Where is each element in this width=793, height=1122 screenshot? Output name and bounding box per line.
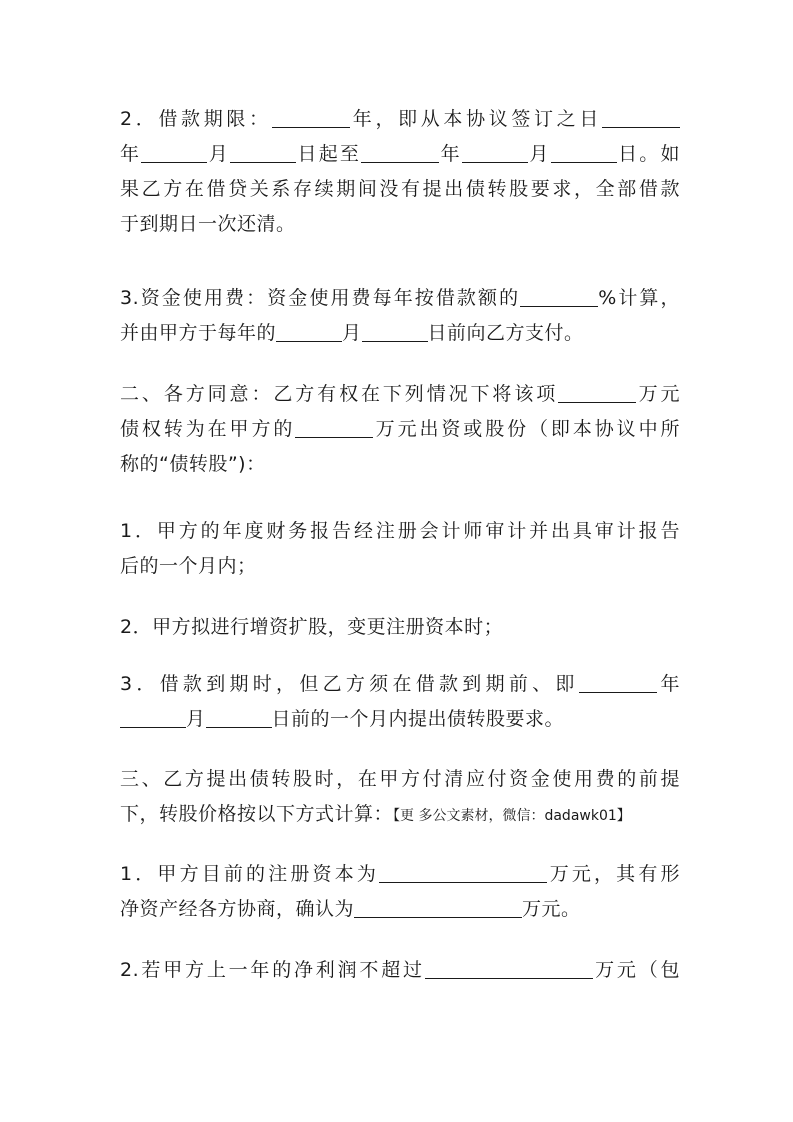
paragraph-condition-3 <box>120 667 680 737</box>
blank-field <box>141 138 207 163</box>
blank-field <box>230 138 296 163</box>
text-line: 2．甲方拟进行增资扩股，变更注册资本时； <box>120 616 504 638</box>
blank-field <box>602 103 680 128</box>
text-line: 果乙方在借贷关系存续期间没有提出债转股要求，全部借款 <box>120 178 680 200</box>
text-line: 称的“债转股”)： <box>120 453 266 475</box>
paragraph-loan-term <box>120 102 680 242</box>
blank-field <box>379 858 547 883</box>
blank-field <box>361 138 439 163</box>
text-line: 并由甲方于每年的 月 日前向乙方支付。 <box>120 316 680 351</box>
text-line: 年 月 日起至 年 月 日。如 <box>120 137 680 172</box>
paragraph-capital <box>120 857 680 927</box>
blank-field <box>206 703 272 728</box>
blank-field <box>276 317 342 342</box>
paragraph-profit <box>120 953 680 988</box>
text-line: 净资产经各方协商，确认为 万元。 <box>120 892 680 927</box>
text-line: 下，转股价格按以下方式计算：【更 多公文素材，微信：dadawk01】 <box>120 803 631 825</box>
paragraph-condition-2 <box>120 610 680 645</box>
watermark-note: 【更 多公文素材，微信：dadawk01】 <box>393 808 631 824</box>
text-line: 3．借款到期时，但乙方须在借款到期前、即 年 <box>120 667 680 702</box>
paragraph-fund-fee <box>120 281 680 351</box>
blank-field <box>579 668 657 693</box>
blank-field <box>520 282 598 307</box>
blank-field <box>362 317 428 342</box>
paragraph-conversion <box>120 762 680 832</box>
text-line: 后的一个月内； <box>120 555 257 577</box>
text-line: 月 日前的一个月内提出债转股要求。 <box>120 702 680 737</box>
text-line: 三、乙方提出债转股时，在甲方付清应付资金使用费的前提 <box>120 768 680 790</box>
text-line: 于到期日一次还清。 <box>120 213 296 235</box>
text-line: 2.若甲方上一年的净利润不超过 万元（包 <box>120 953 680 988</box>
paragraph-condition-1 <box>120 514 680 584</box>
text-line: 债权转为在甲方的 万元出资或股份（即本协议中所 <box>120 412 680 447</box>
blank-field <box>551 138 617 163</box>
text-line: 1．甲方的年度财务报告经注册会计师审计并出具审计报告 <box>120 520 680 542</box>
text-line: 3.资金使用费：资金使用费每年按借款额的 %计算， <box>120 281 680 316</box>
paragraph-agreement <box>120 377 680 482</box>
blank-field <box>272 103 350 128</box>
text-line: 2．借款期限： 年，即从本协议签订之日 <box>120 102 680 137</box>
blank-field <box>354 893 522 918</box>
blank-field <box>425 954 593 979</box>
blank-field <box>462 138 528 163</box>
blank-field <box>558 378 636 403</box>
blank-field <box>120 703 186 728</box>
text-line: 二、各方同意：乙方有权在下列情况下将该项 万元 <box>120 377 680 412</box>
blank-field <box>295 413 373 438</box>
text-line: 1．甲方目前的注册资本为 万元，其有形 <box>120 857 680 892</box>
